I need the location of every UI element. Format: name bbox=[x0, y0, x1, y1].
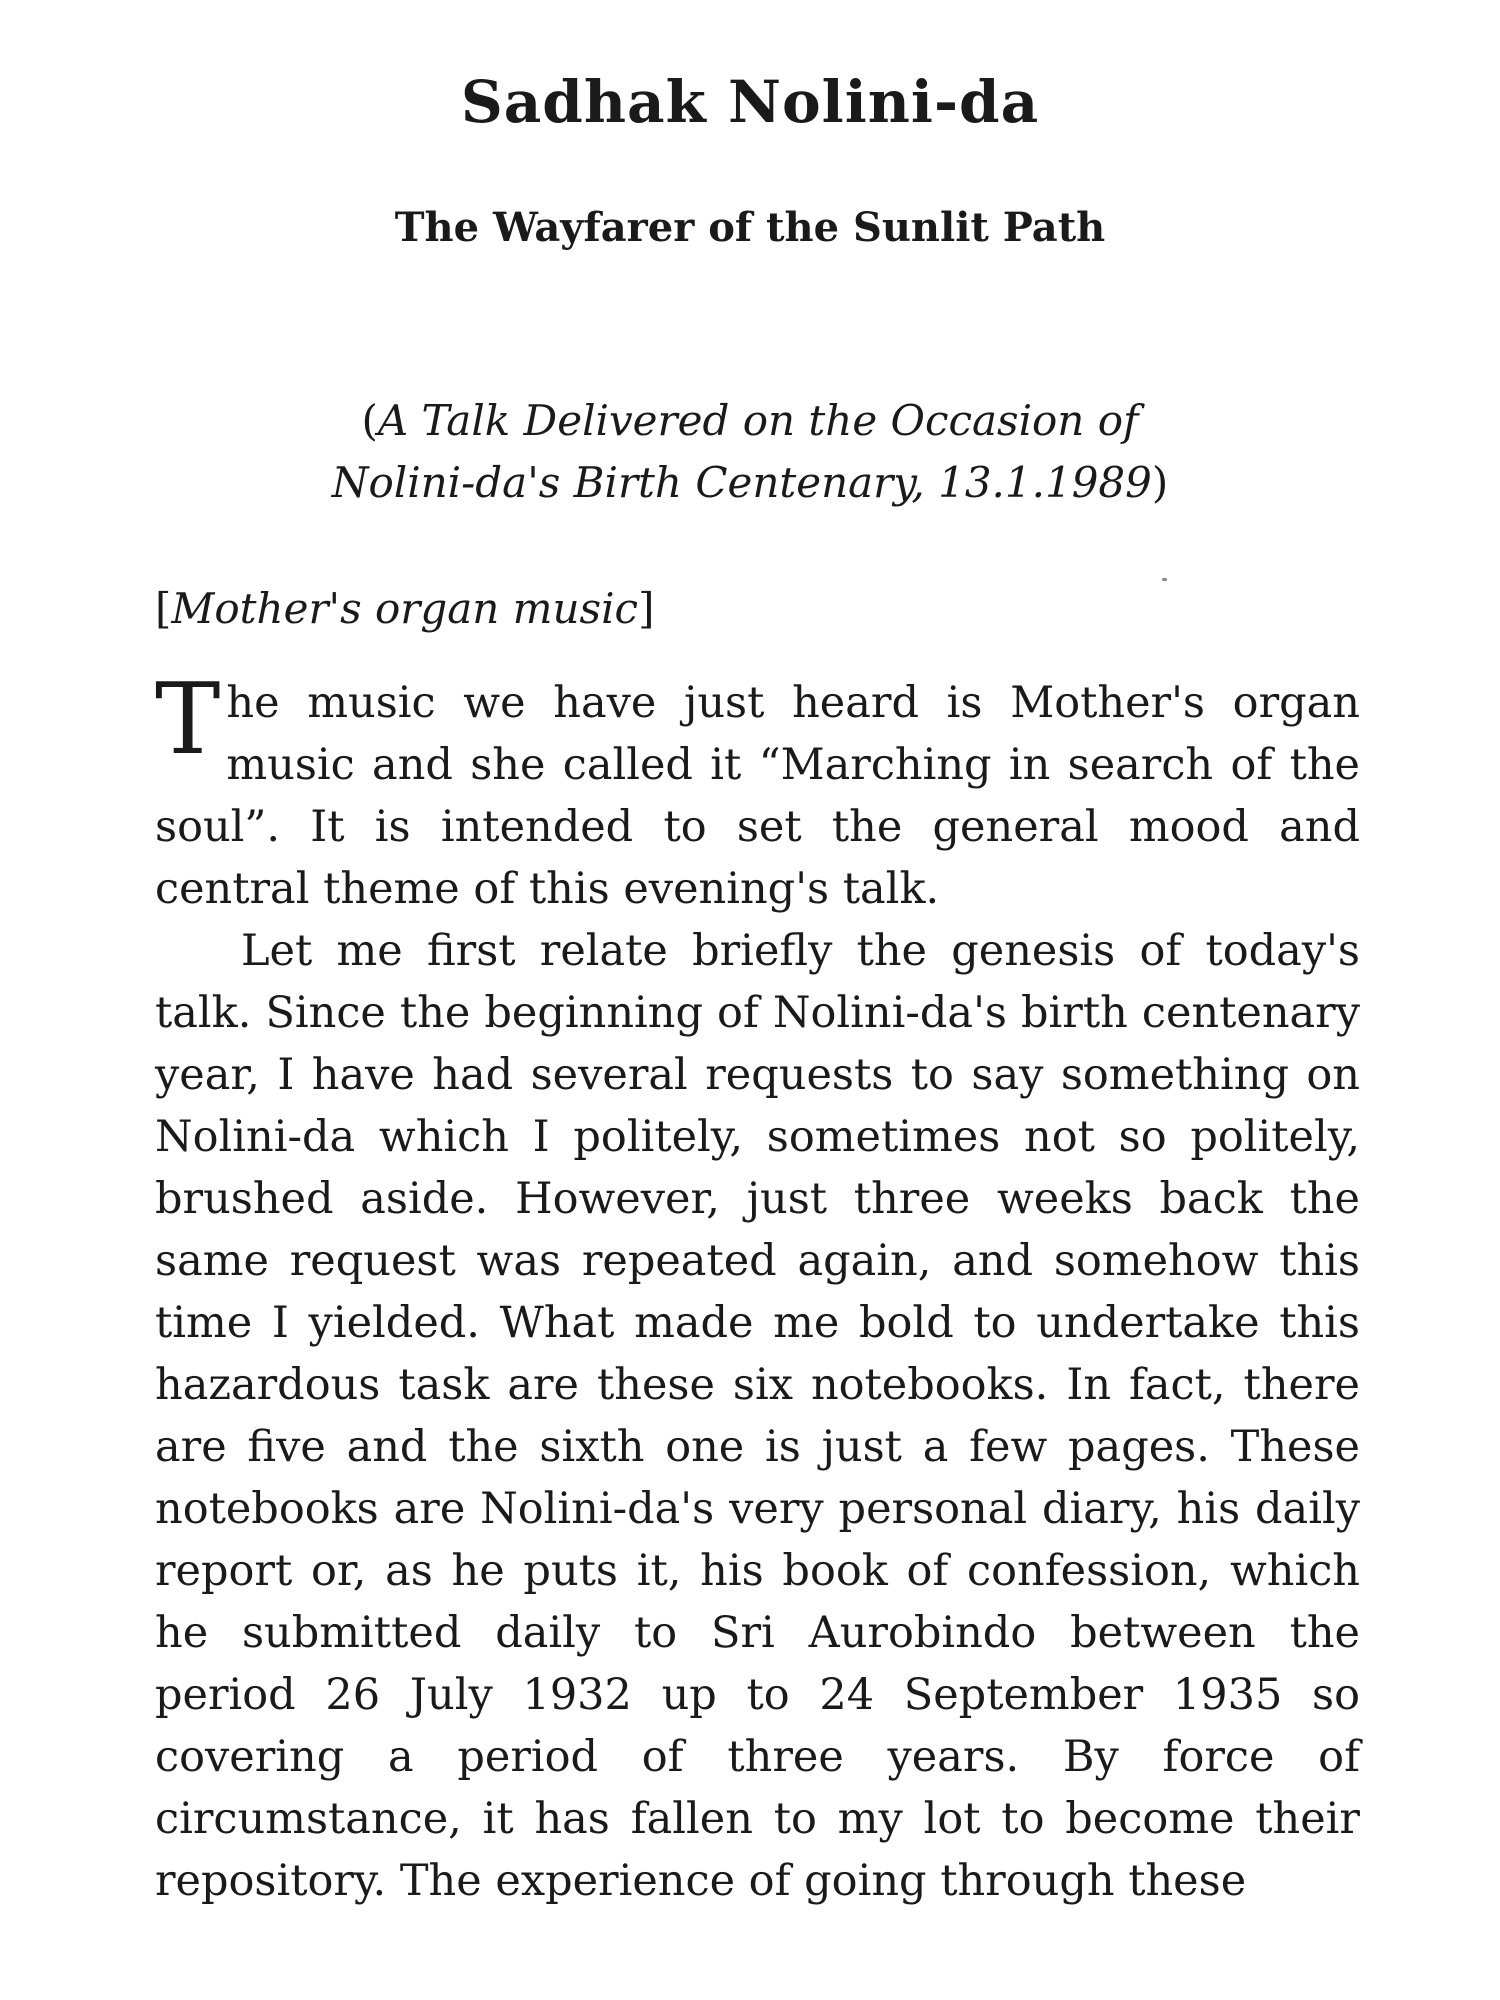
music-note bbox=[155, 578, 654, 640]
occasion-line-1 bbox=[0, 390, 1500, 452]
music-note-open-bracket: [ bbox=[155, 584, 172, 633]
drop-cap: T bbox=[155, 663, 221, 777]
paragraph-2: Let me first relate briefly the genesis of today's talk. Since the beginning of Nolini-da's birth centenary year, I have had several requests to say something on Nolini-da which I politely, sometimes not so politely, brushed aside. However, just three weeks back the same request was repeated again, and somehow this time I yielded. What made me bold to undertake this hazardous task are these six notebooks. In fact, there are five and the sixth one is just a few pages. These notebooks are Nolini-da's very personal diary, his daily report or, as he puts it, his book of confession, which he submitted daily to Sri Aurobindo between the period 26 July 1932 up to 24 September 1935 so covering a period of three years. By force of circumstance, it has fallen to my lot to become their repository. The experience of going through these bbox=[155, 926, 1360, 1906]
occasion-line-2-text: Nolini-da's Birth Centenary, 13.1.1989 bbox=[331, 458, 1152, 507]
chapter-title: Sadhak Nolini-da bbox=[460, 68, 1040, 136]
print-speck bbox=[1162, 578, 1167, 581]
music-note-text: Mother's organ music bbox=[171, 584, 639, 633]
paragraph-1-text: he music we have just heard is Mother's organ music and she called it “Marching in search of the soul”. It is intended to set the general mood and central theme of this evening's talk. bbox=[155, 678, 1360, 914]
chapter-subtitle: The Wayfarer of the Sunlit Path bbox=[394, 204, 1106, 251]
music-note-close-bracket: ] bbox=[638, 584, 655, 633]
occasion-line-1-text: A Talk Delivered on the Occasion of bbox=[377, 396, 1139, 445]
occasion-close-paren: ) bbox=[1151, 458, 1169, 507]
occasion-line-2 bbox=[0, 452, 1500, 514]
body-text bbox=[155, 663, 1360, 1912]
occasion-open-paren: ( bbox=[361, 396, 378, 445]
occasion-note bbox=[0, 390, 1500, 514]
paragraph-1 bbox=[155, 663, 1360, 920]
